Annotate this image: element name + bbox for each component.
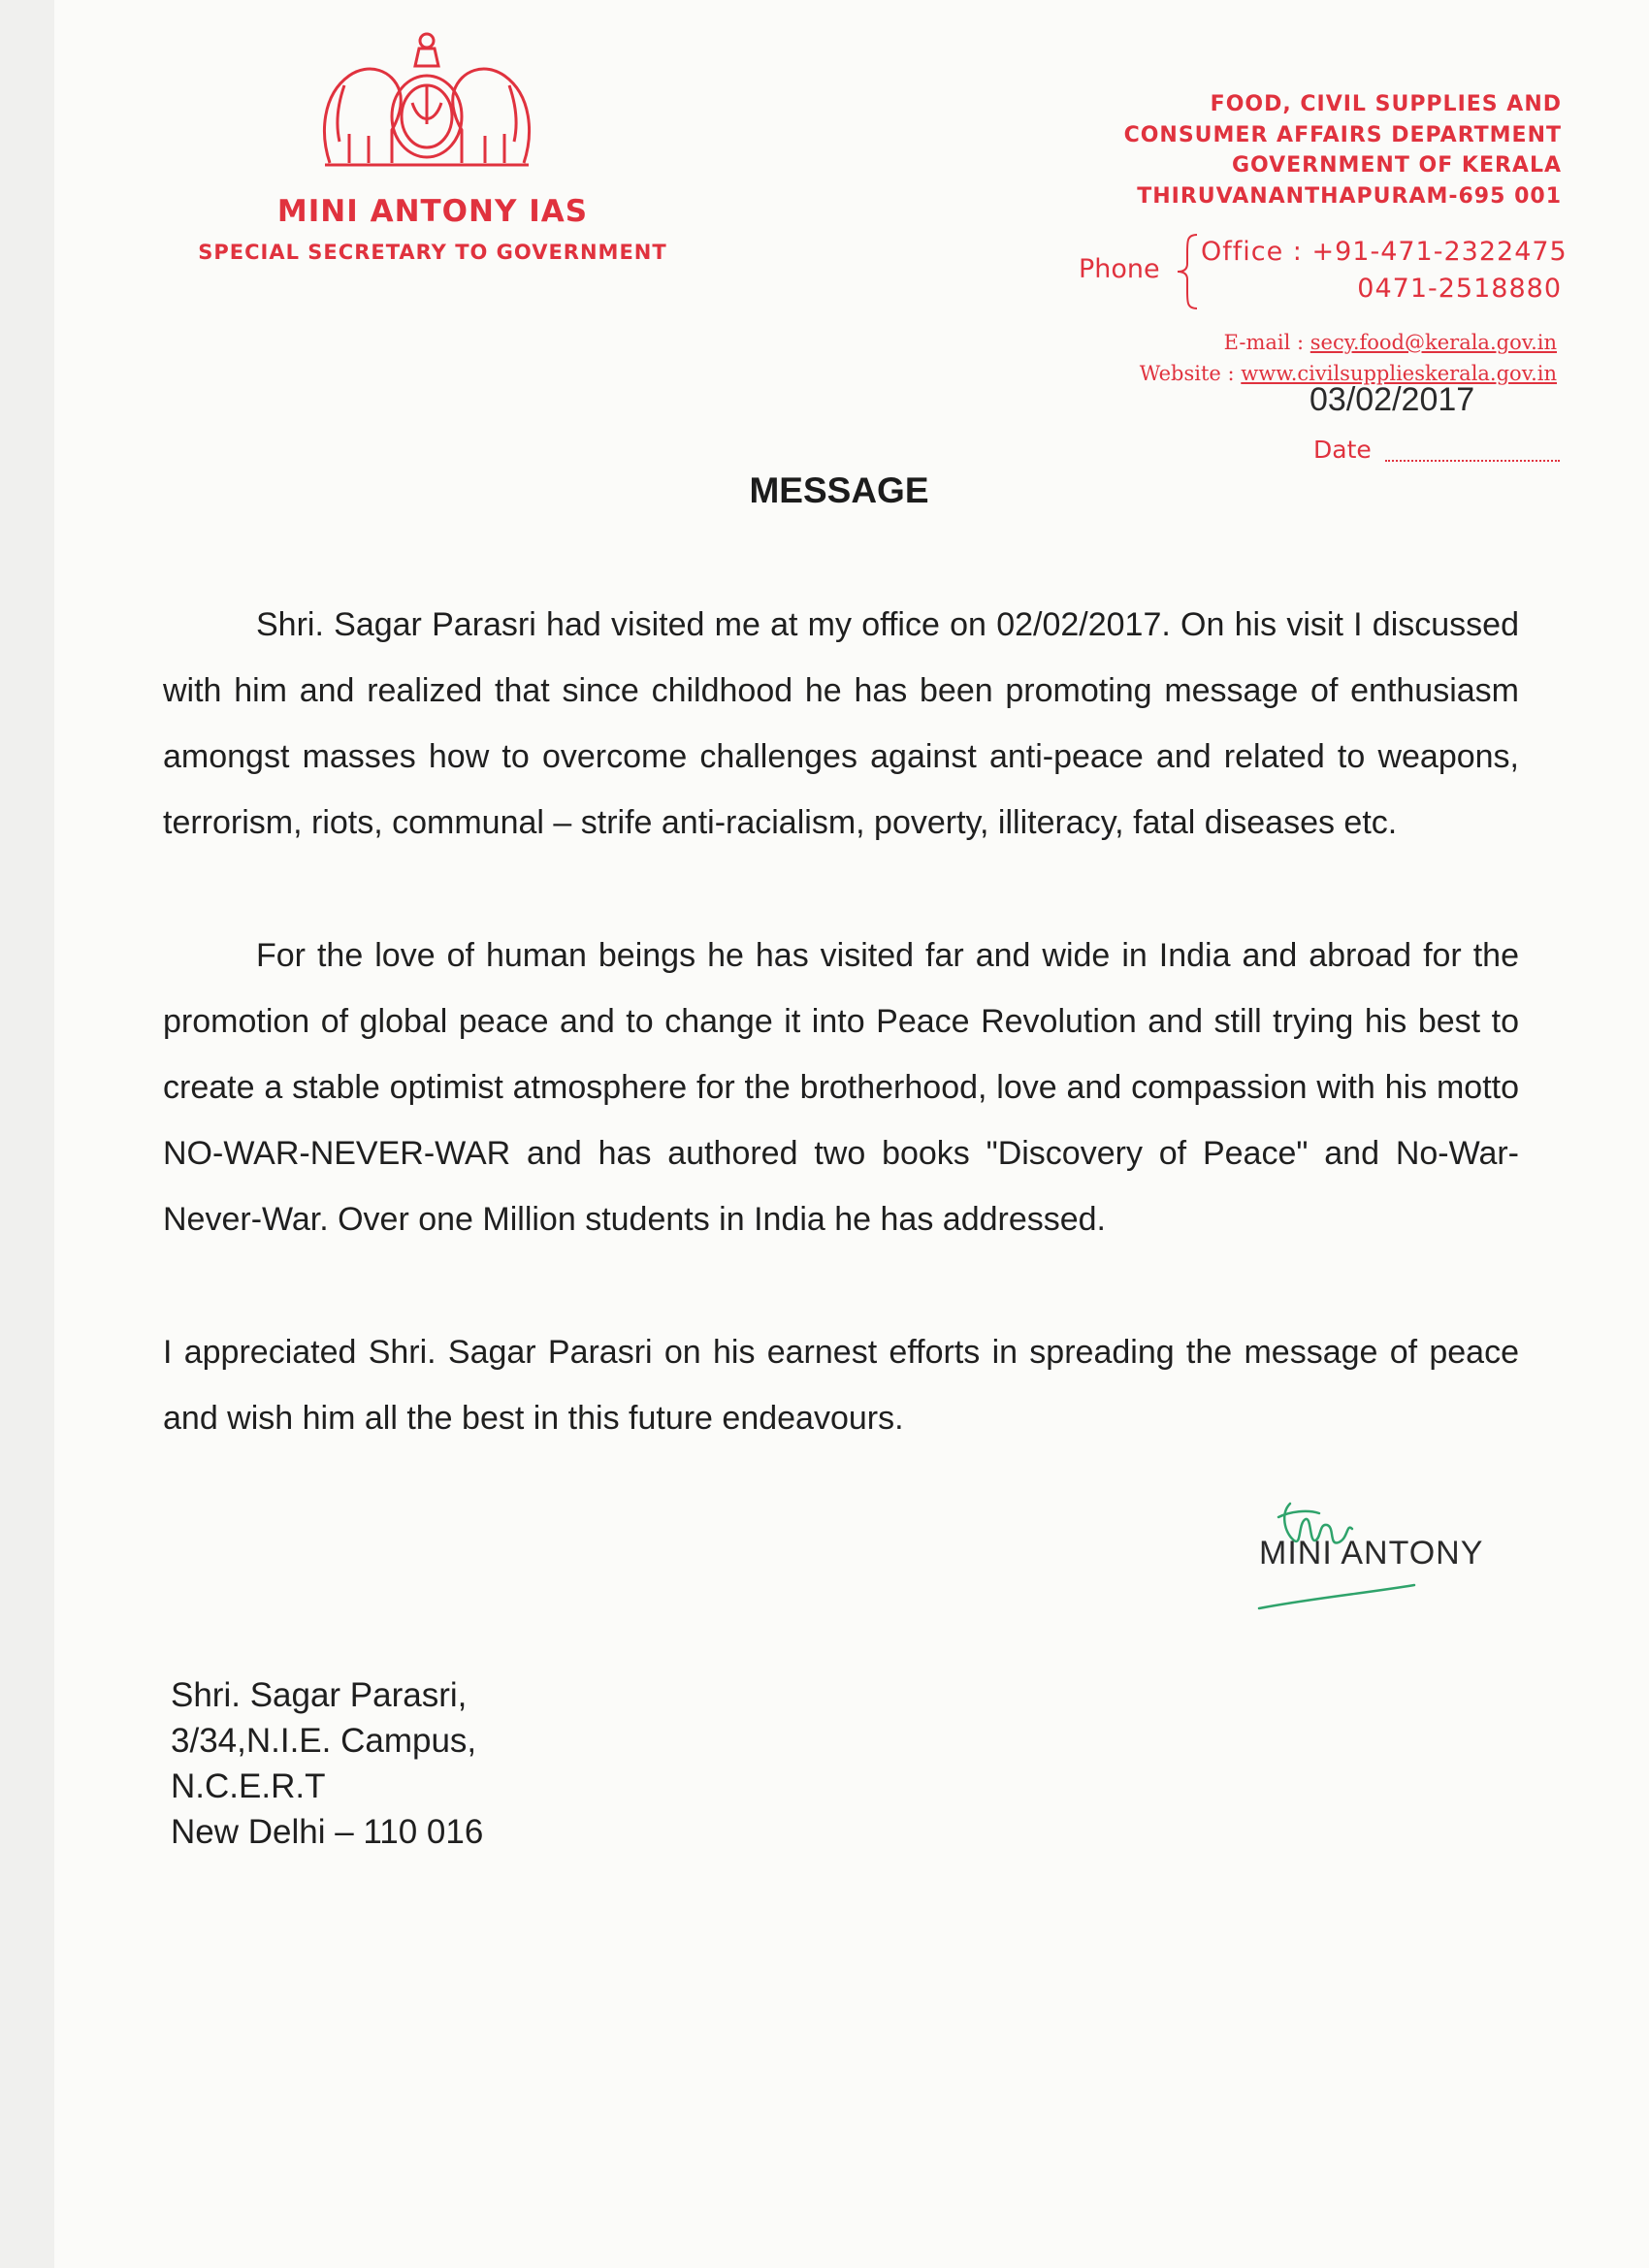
date-dotted-line [1385, 460, 1560, 462]
phone-second: 0471-2518880 [1357, 274, 1562, 304]
website-line [1028, 362, 1557, 385]
phone-label: Phone [1079, 254, 1160, 284]
department-line: FOOD, CIVIL SUPPLIES AND [1210, 92, 1562, 116]
message-paragraph-3: I appreciated Shri. Sagar Parasri on his earnest efforts in spreading the message of peace and wish him all the best in this future endeavours. [163, 1334, 1519, 1437]
officer-designation: SPECIAL SECRETARY TO GOVERNMENT [198, 241, 667, 264]
message-paragraph-2: For the love of human beings he has visited far and wide in India and abroad for the promotion of global peace and to change it into Peace Revolution and still trying his best to create a stable optimist atmosphere for the brotherhood, love and compassion with his motto NO-WAR-NEVER-WAR and has authored two books "Discovery of Peace" and No-War-Never-War. Over one Million students in India he has addressed. [163, 937, 1519, 1238]
date-label: Date [1313, 436, 1372, 464]
message-paragraph-1: Shri. Sagar Parasri had visited me at my office on 02/02/2017. On his visit I discussed with him and realized that since childhood he has been promoting message of enthusiasm amongst masses how to overcome challenges against anti-peace and related to weapons, terrorism, riots, communal – strife anti-racialism, poverty, illiteracy, fatal diseases etc. [163, 606, 1519, 841]
address-line: N.C.E.R.T [171, 1767, 326, 1805]
address-line: 3/34,N.I.E. Campus, [171, 1722, 477, 1760]
address-line: New Delhi – 110 016 [171, 1813, 484, 1851]
email-link[interactable]: secy.food@kerala.gov.in [1310, 331, 1557, 354]
phone-office: Office : +91-471-2322475 [1201, 237, 1568, 267]
email-label: E-mail : [1223, 331, 1310, 354]
department-line: GOVERNMENT OF KERALA [1231, 153, 1562, 178]
officer-name: MINI ANTONY IAS [276, 194, 589, 229]
address-line: Shri. Sagar Parasri, [171, 1676, 468, 1714]
department-address [1009, 89, 1562, 211]
department-line: THIRUVANANTHAPURAM-695 001 [1137, 183, 1562, 209]
brace-icon [1176, 233, 1199, 310]
website-label: Website : [1139, 362, 1242, 385]
letter-date: 03/02/2017 [1310, 381, 1475, 418]
signatory-name: MINI ANTONY [1259, 1535, 1484, 1571]
scan-edge [0, 0, 54, 2268]
department-line: CONSUMER AFFAIRS DEPARTMENT [1123, 122, 1562, 147]
page-title: MESSAGE [749, 470, 929, 510]
website-link[interactable]: www.civilsupplieskerala.gov.in [1241, 362, 1557, 385]
email-line [1067, 331, 1557, 354]
recipient-address [171, 1672, 483, 1855]
kerala-emblem-icon [310, 27, 543, 173]
